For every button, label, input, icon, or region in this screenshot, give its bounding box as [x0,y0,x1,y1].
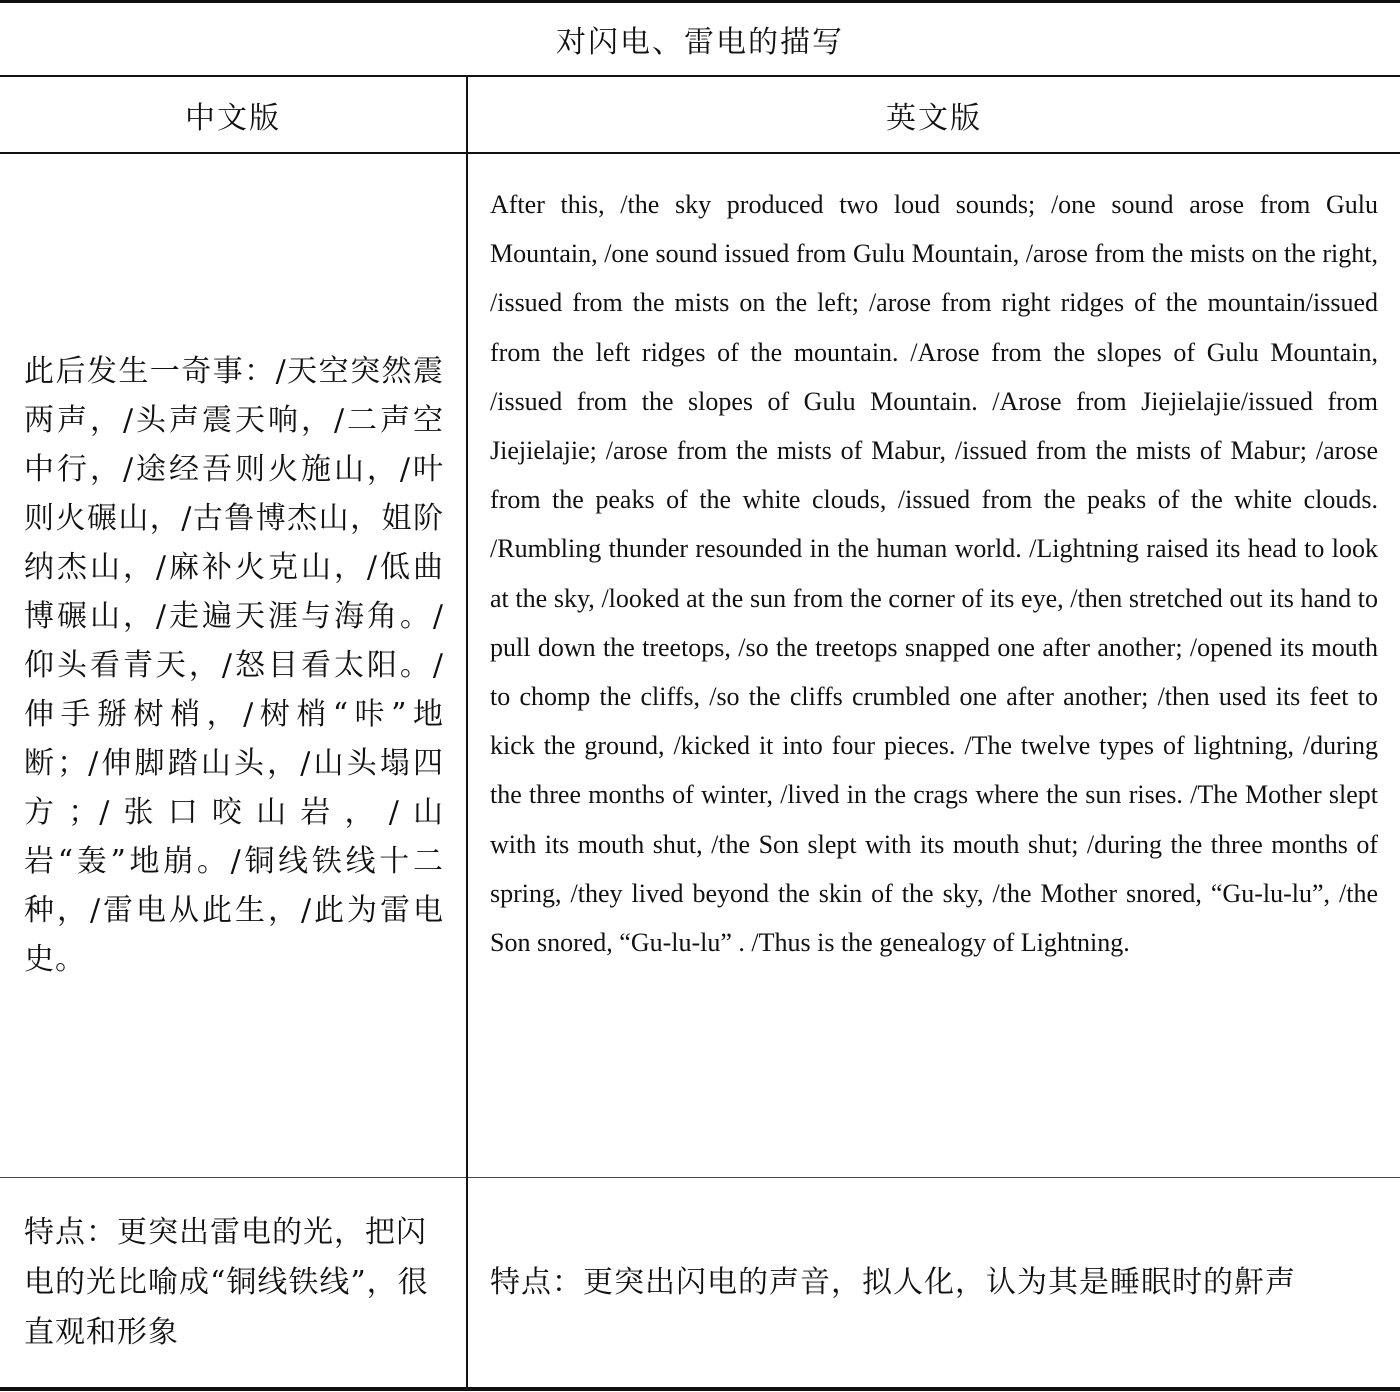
english-text-cell [468,154,1400,1177]
english-lightning-text: After this, /the sky produced two loud sounds; /one sound arose from Gulu Mountain, /one sound issued from Gulu Mountain, /arose from the mists on the right, /issued from the mists on the left; /arose from right ridges of the mountain/issued from the left ridges of the mountain. /Arose from the slopes of Gulu Mountain, /issued from the slopes of Gulu Mountain. /Arose from Jiejielajie/issued from Jiejielajie; /arose from the mists of Mabur, /issued from the mists of Mabur; /arose from the peaks of the white clouds, /issued from the peaks of the white clouds. /Rumbling thunder resounded in the human world. /Lightning raised its head to look at the sky, /looked at the sun from the corner of its eye, /then stretched out its hand to pull down the treetops, /so the treetops snapped one after another; /opened its mouth to chomp the cliffs, /so the cliffs crumbled one after another; /then used its feet to kick the ground, /kicked it into four pieces. /The twelve types of lightning, /during the three months of winter, /lived in the crags where the sun rises. /The Mother slept with its mouth shut, /the Son slept with its mouth shut; /during the three months of spring, /they lived beyond the skin of the sky, /the Mother snored, “Gu-lu-lu”, /the Son snored, “Gu-lu-lu” . /Thus is the genealogy of Lightning. [490,190,1378,958]
chinese-text-cell [0,154,466,1177]
header-english-version: 英文版 [886,100,982,136]
english-feature-text: 特点：更突出闪电的声音，拟人化，认为其是睡眠时的鼾声 [490,1264,1296,1300]
table-caption: 对闪电、雷电的描写 [556,25,844,60]
table-bottom-rule [0,1387,1400,1391]
chinese-feature-cell [0,1178,466,1387]
header-chinese-version: 中文版 [185,100,281,136]
chinese-feature-text: 特点：更突出雷电的光，把闪电的光比喻成“铜线铁线”，很直观和形象 [24,1214,429,1350]
chinese-lightning-text: 此后发生一奇事：/天空突然震两声，/头声震天响，/二声空中行，/途经吾则火施山，/叶则火碾山，/古鲁博杰山，姐阶纳杰山，/麻补火克山，/低曲博碾山，/走遍天涯与海角。/仰头看青天，/怒目看太阳。/伸手掰树梢，/树梢“咔”地断；/伸脚踏山头，/山头塌四方；/张口咬山岩，/山岩“轰”地崩。/铜线铁线十二种，/雷电从此生，/此为雷电史。 [24,354,444,977]
english-feature-cell [468,1178,1400,1387]
